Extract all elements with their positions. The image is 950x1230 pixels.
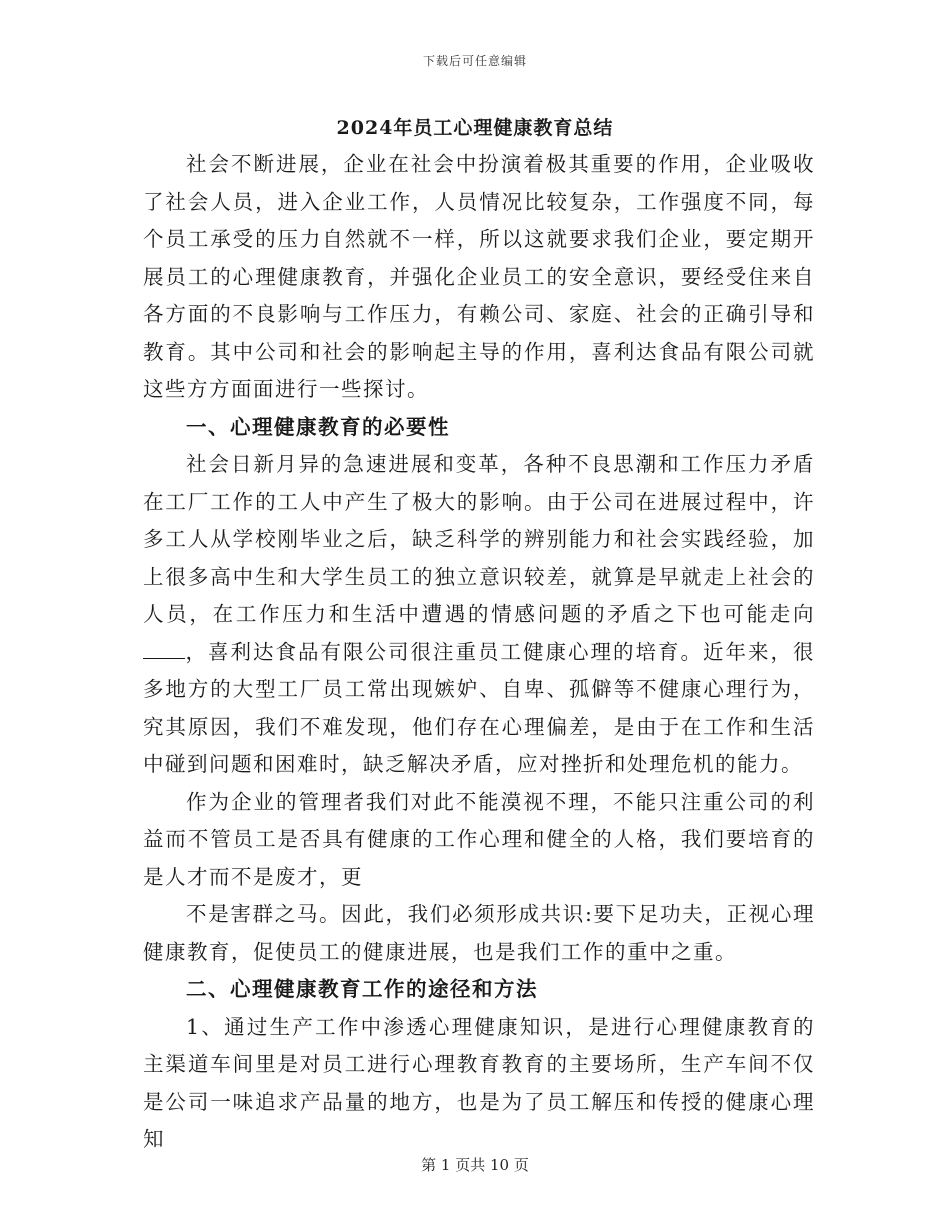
- paragraph-consensus: 不是害群之马。因此，我们必须形成共识:要下足功夫，正视心理健康教育，促使员工的健康进展，也是我们工作的重中之重。: [143, 902, 815, 964]
- paragraph-necessity: [143, 446, 815, 784]
- paragraph-necessity-part-2: ，喜利达食品有限公司很注重员工健康心理的培育。近年来，很多地方的大型工厂员工常出现嫉妒、自卑、孤僻等不健康心理行为，究其原因，我们不难发现，他们存在心理偏差，是由于在工作和生活中碰到问题和困难时，缺乏解决矛盾，应对挫折和处理危机的能力。: [143, 639, 815, 776]
- page-footer: 第 1 页共 10 页: [421, 1156, 529, 1174]
- document-title: 2024年员工心理健康教育总结: [336, 117, 614, 139]
- section-heading-2: 二、心理健康教育工作的途径和方法: [186, 977, 539, 1001]
- document-body: [143, 146, 815, 1159]
- paragraph-necessity-part-1: 社会日新月异的急速进展和变革，各种不良思潮和工作压力矛盾在工厂工作的工人中产生了极大的影响。由于公司在进展过程中，许多工人从学校刚毕业之后，缺乏科学的辨别能力和社会实践经验，加上很多高中生和大学生员工的独立意识较差，就算是早就走上社会的人员，在工作压力和生活中遭遇的情感问题的矛盾之下也可能走向: [143, 452, 815, 626]
- intro-paragraph: 社会不断进展，企业在社会中扮演着极其重要的作用，企业吸收了社会人员，进入企业工作，人员情况比较复杂，工作强度不同，每个员工承受的压力自然就不一样，所以这就要求我们企业，要定期开展员工的心理健康教育，并强化企业员工的安全意识，要经受住来自各方面的不良影响与工作压力，有赖公司、家庭、社会的正确引导和教育。其中公司和社会的影响起主导的作用，喜利达食品有限公司就这些方方面面进行一些探讨。: [143, 152, 815, 401]
- paragraph-methods-1: 1、通过生产工作中渗透心理健康知识，是进行心理健康教育的主渠道车间里是对员工进行心理教育教育的主要场所，生产车间不仅是公司一味追求产品量的地方，也是为了员工解压和传授的健康心理知: [143, 1014, 815, 1151]
- header-note: 下载后可任意编辑: [422, 54, 527, 68]
- section-heading-1: 一、心理健康教育的必要性: [186, 414, 451, 439]
- paragraph-management: 作为企业的管理者我们对此不能漠视不理，不能只注重公司的利益而不管员工是否具有健康的工作心理和健全的人格，我们要培育的是人才而不是废才，更: [143, 789, 815, 889]
- fill-in-blank: [143, 642, 185, 659]
